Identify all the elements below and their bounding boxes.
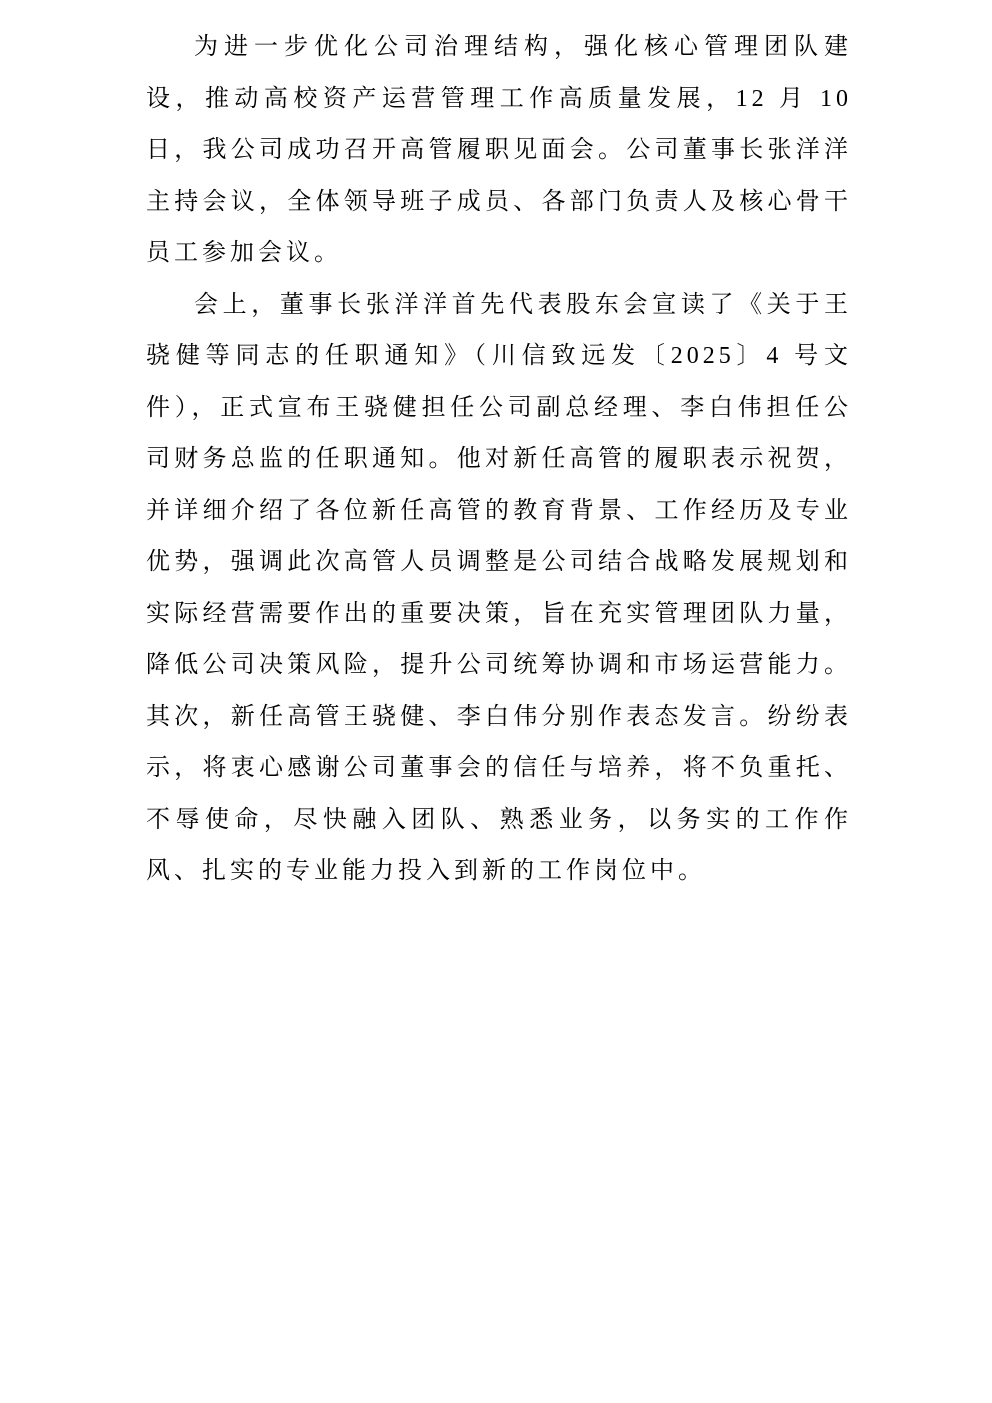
paragraph-2: 会上，董事长张洋洋首先代表股东会宣读了《关于王骁健等同志的任职通知》（川信致远发〔2025〕4 号文件），正式宣布王骁健担任公司副总经理、李白伟担任公司财务总监的任职通知。他对新任高管的履职表示祝贺，并详细介绍了各位新任高管的教育背景、工作经历及专业优势，强调此次高管人员调整是公司结合战略发展规划和实际经营需要作出的重要决策，旨在充实管理团队力量，降低公司决策风险，提升公司统筹协调和市场运营能力。其次，新任高管王骁健、李白伟分别作表态发言。纷纷表示，将衷心感谢公司董事会的信任与培养，将不负重托、不辱使命，尽快融入团队、熟悉业务，以务实的工作作风、扎实的专业能力投入到新的工作岗位中。 bbox=[146, 291, 852, 884]
document-body bbox=[146, 22, 852, 898]
paragraph-1: 为进一步优化公司治理结构，强化核心管理团队建设，推动高校资产运营管理工作高质量发展，12 月 10 日，我公司成功召开高管履职见面会。公司董事长张洋洋主持会议，全体领导班子成员、各部门负责人及核心骨干员工参加会议。 bbox=[146, 34, 852, 266]
